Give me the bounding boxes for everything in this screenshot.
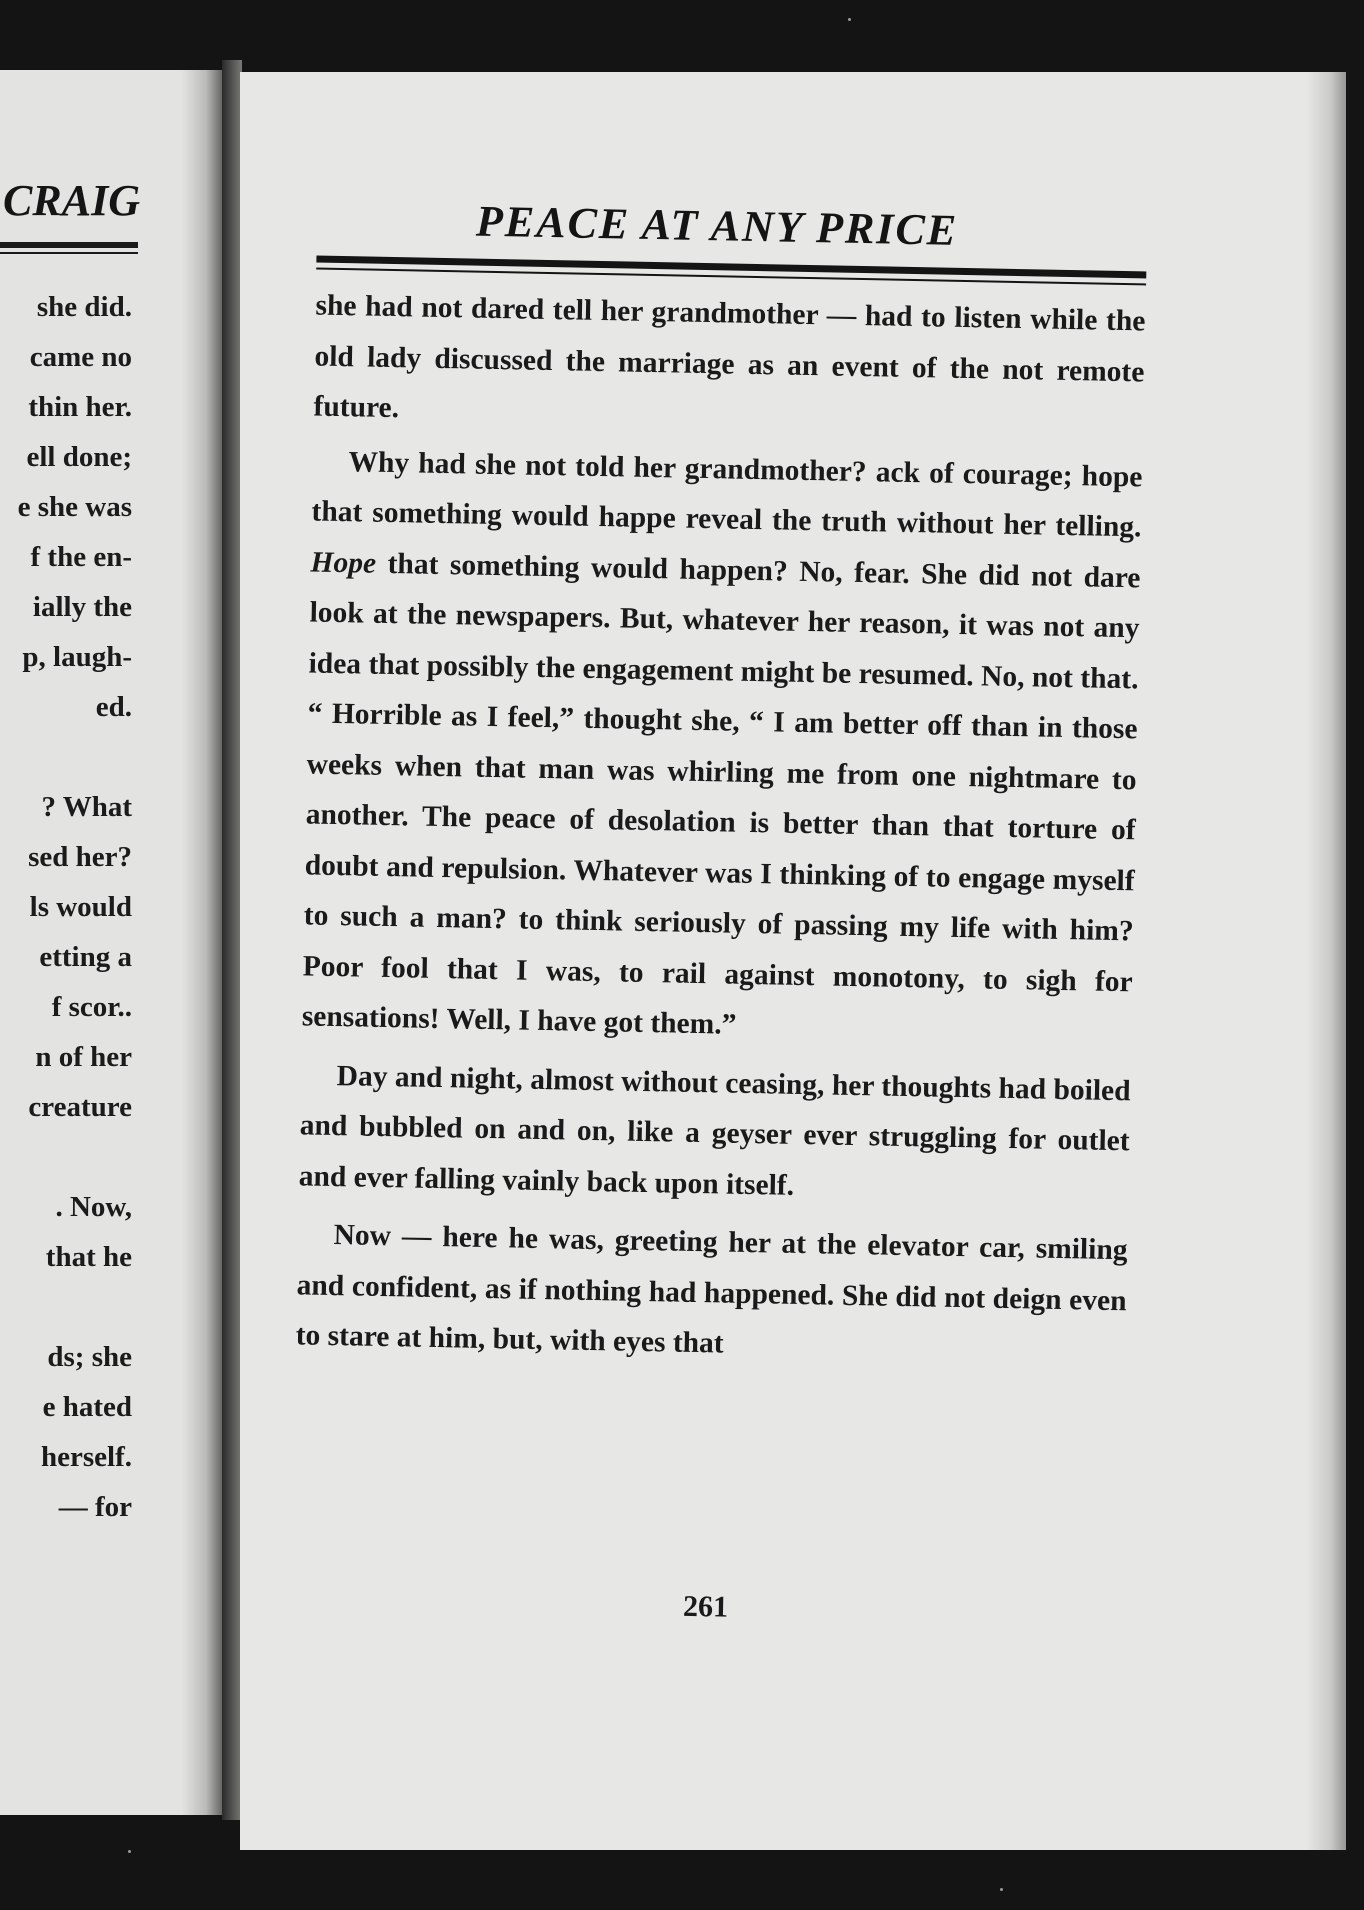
paragraph-2-text: Why had she not told her grandmother? ack of courage; hope that something would happe reveal the truth without her telling.: [311, 445, 1143, 544]
book-gutter: [222, 60, 242, 1820]
left-text-line: came no: [29, 341, 132, 373]
left-running-head: CRAIG: [3, 176, 140, 225]
paragraph-1: she had not dared tell her grandmother — had to listen while the old lady discussed the marriage as an event of the not remote future.: [313, 289, 1146, 425]
scan-speck: [1000, 1888, 1003, 1891]
paragraph-2-continued: that something would happen? No, fear. She did not dare look at the newspapers. But, whatever her reason, it was not any idea that possibly the engagement might be resumed. No, not that. “ Horrible as I feel,” thought she, “ I am better off than in those weeks when that man was whirling me from one nightmare to another. The peace of desolation is better than that torture of doubt and repulsion. Whatever was I thinking of to engage myself to such a man? to think seriously of passing my life with him? Poor fool that I was, to rail against monotony, to sigh for sensations! Well, I have got them.”: [301, 547, 1141, 1041]
left-text-line: sed her?: [28, 841, 132, 873]
left-header-rule-thin: [0, 252, 138, 254]
left-text-line: that he: [45, 1241, 132, 1273]
left-text-line: ? What: [41, 791, 132, 823]
italic-hope: Hope: [310, 545, 377, 580]
left-text-line: n of her: [35, 1041, 132, 1073]
left-text-line: ds; she: [47, 1341, 132, 1373]
left-text-line: ell done;: [26, 441, 132, 473]
left-text-line: e she was: [17, 491, 132, 523]
left-text-line: [0, 1132, 136, 1182]
page-number: 261: [682, 1589, 729, 1624]
left-text-line: [0, 1282, 136, 1332]
left-text-line: etting a: [39, 941, 132, 973]
right-page: [240, 72, 1346, 1850]
left-text-line: f the en-: [30, 541, 132, 573]
left-text-line: creature: [28, 1091, 132, 1123]
left-text-line: — for: [58, 1491, 132, 1523]
paragraph-3: Day and night, almost without ceasing, her thoughts had boiled and bubbled on and on, like a geyser ever struggling for outlet and ever falling vainly back upon itself.: [298, 1059, 1131, 1202]
scan-speck: [848, 18, 851, 21]
left-text-line: f scor..: [51, 991, 132, 1023]
paragraph-2: [301, 436, 1142, 1058]
left-text-line: . Now,: [55, 1191, 132, 1223]
left-text-line: ed.: [95, 691, 132, 723]
left-page-shadow: [182, 70, 222, 1815]
right-page-edge-shadow: [1306, 72, 1346, 1850]
left-text-line: thin her.: [28, 391, 132, 423]
left-text-line: ially the: [32, 591, 132, 623]
page-body-text: [295, 281, 1146, 1377]
left-text-line: e hated: [42, 1391, 132, 1423]
left-text-line: [0, 732, 136, 782]
right-page-content: [290, 72, 1150, 1624]
page-running-head: PEACE AT ANY PRICE: [475, 196, 959, 255]
paragraph-4: Now — here he was, greeting her at the elevator car, smiling and confident, as if nothing had happened. She did not deign even to stare at him, but, with eyes that: [295, 1219, 1128, 1360]
left-text-line: herself.: [41, 1441, 132, 1473]
left-text-line: ls would: [29, 891, 132, 923]
left-header-rule-thick: [0, 242, 138, 248]
left-page-text: [0, 282, 136, 1532]
left-text-line: she did.: [36, 291, 132, 323]
scan-speck: [128, 1850, 131, 1853]
left-text-line: p, laugh-: [22, 641, 132, 673]
